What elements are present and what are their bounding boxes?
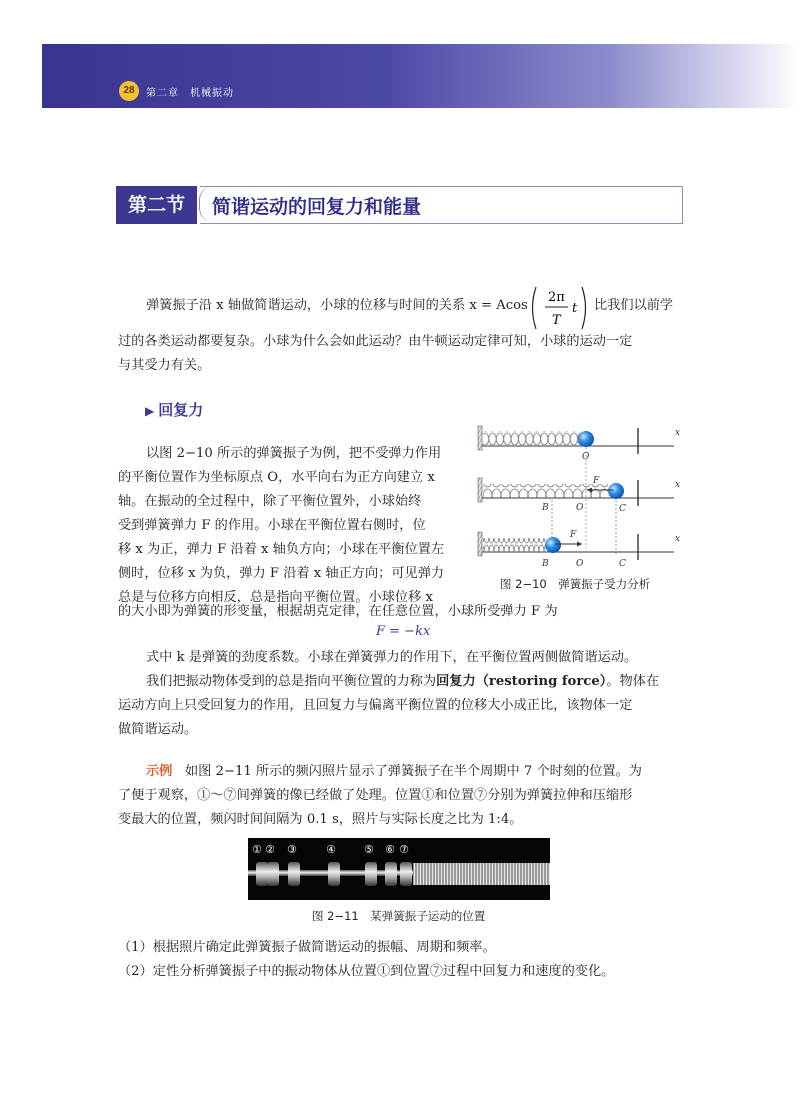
example-text-1: 如图 2−11 所示的频闪照片显示了弹簧振子在半个周期中 7 个时刻的位置。为 (184, 764, 642, 779)
restoring-line-3: 做简谐运动。 (118, 722, 198, 737)
svg-text:B: B (542, 559, 549, 569)
figure-2-10-caption: 图 2−10 弹簧振子受力分析 (500, 577, 651, 591)
figure-2-11-caption: 图 2−11 某弹簧振子运动的位置 (312, 909, 486, 923)
intro-line-3: 与其受力有关。 (118, 358, 211, 373)
section-title: 简谐运动的回复力和能量 (212, 196, 422, 218)
svg-text:O: O (582, 452, 590, 462)
subheading-text: 回复力 (158, 401, 204, 419)
intro-text-b: 比我们以前学 (594, 298, 674, 313)
svg-text:x: x (675, 534, 681, 544)
marker-6: ⑥ (385, 843, 395, 856)
svg-text:F: F (593, 476, 600, 486)
page-number: 28 (119, 81, 139, 101)
body-line-1: 以图 2−10 所示的弹簧振子为例，把不受弹力作用 (146, 446, 442, 461)
svg-text:F: F (570, 530, 577, 540)
restoring-text-b: 。物体在 (606, 674, 660, 689)
intro-text-a: 弹簧振子沿 x 轴做简谐运动，小球的位移与时间的关系 x = Acos (146, 298, 528, 313)
intro-line-1 (146, 294, 528, 318)
marker-1: ① (252, 843, 262, 856)
svg-text:x: x (675, 428, 681, 438)
marker-2: ② (265, 843, 275, 856)
restoring-line-2: 运动方向上只受回复力的作用，且回复力与偏离平衡位置的位移大小成正比，该物体一定 (118, 698, 633, 713)
body-line-4: 受到弹簧弹力 F 的作用。小球在平衡位置右侧时，位 (118, 518, 426, 533)
strobe-photo (248, 838, 550, 900)
restoring-text-a: 我们把振动物体受到的总是指向平衡位置的力称为 (146, 674, 437, 689)
marker-7: ⑦ (399, 843, 409, 856)
chapter-title: 第二章 机械振动 (146, 88, 234, 99)
svg-text:C: C (619, 559, 626, 569)
cos-argument-formula (528, 283, 592, 333)
example-label: 示例 (146, 764, 173, 779)
body-line-2: 的平衡位置作为坐标原点 O，水平向右为正方向建立 x (118, 470, 435, 485)
body-line-3: 轴。在振动的全过程中，除了平衡位置外，小球始终 (118, 494, 422, 509)
intro-line-2: 过的各类运动都要复杂。小球为什么会如此运动？由牛顿运动定律可知，小球的运动一定 (118, 334, 633, 349)
svg-text:O: O (576, 559, 584, 569)
hooke-equation: F = −kx (376, 624, 431, 639)
svg-text:C: C (619, 504, 626, 514)
restoring-keyword: 回复力（restoring force） (436, 674, 607, 689)
subheading-restoring-force (145, 399, 203, 420)
formula-variable: t (572, 301, 578, 316)
section-tag: 第二节 (116, 186, 197, 224)
svg-text:B: B (542, 503, 549, 513)
marker-3: ③ (287, 843, 297, 856)
after-equation-line: 式中 k 是弹簧的劲度系数。小球在弹簧弹力的作用下，在平衡位置两侧做简谐运动。 (146, 650, 638, 665)
example-line-2: 了便于观察，①～⑦间弹簧的像已经做了处理。位置①和位置⑦分别为弹簧拉伸和压缩形 (118, 788, 633, 803)
marker-5: ⑤ (364, 843, 374, 856)
svg-text:O: O (576, 503, 584, 513)
question-1: （1）根据照片确定此弹簧振子做简谐运动的振幅、周期和频率。 (118, 940, 496, 955)
example-line-3: 变最大的位置，频闪时间间隔为 0.1 s，照片与实际长度之比为 1:4。 (118, 812, 523, 827)
example-line-1 (146, 760, 642, 784)
body-line-6: 侧时，位移 x 为负，弹力 F 沿着 x 轴正方向；可见弹力 (118, 566, 445, 581)
question-2: （2）定性分析弹簧振子中的振动物体从位置①到位置⑦过程中回复力和速度的变化。 (118, 964, 615, 979)
figure-spring-oscillator-forces (474, 418, 684, 576)
body-line-5: 移 x 为正，弹力 F 沿着 x 轴负方向；小球在平衡位置左 (118, 542, 445, 557)
formula-numerator: 2π (548, 290, 565, 305)
restoring-definition-line (146, 670, 659, 694)
strobe-photo-image (248, 838, 550, 900)
marker-4: ④ (326, 843, 336, 856)
triangle-bullet-icon: ▶ (145, 404, 155, 418)
body-line-7: 总是与位移方向相反，总是指向平衡位置。小球位移 x (118, 590, 433, 605)
formula-denominator: T (552, 313, 561, 328)
svg-text:x: x (675, 480, 681, 490)
body-line-8: 的大小即为弹簧的形变量，根据胡克定律，在任意位置，小球所受弹力 F 为 (118, 604, 558, 619)
